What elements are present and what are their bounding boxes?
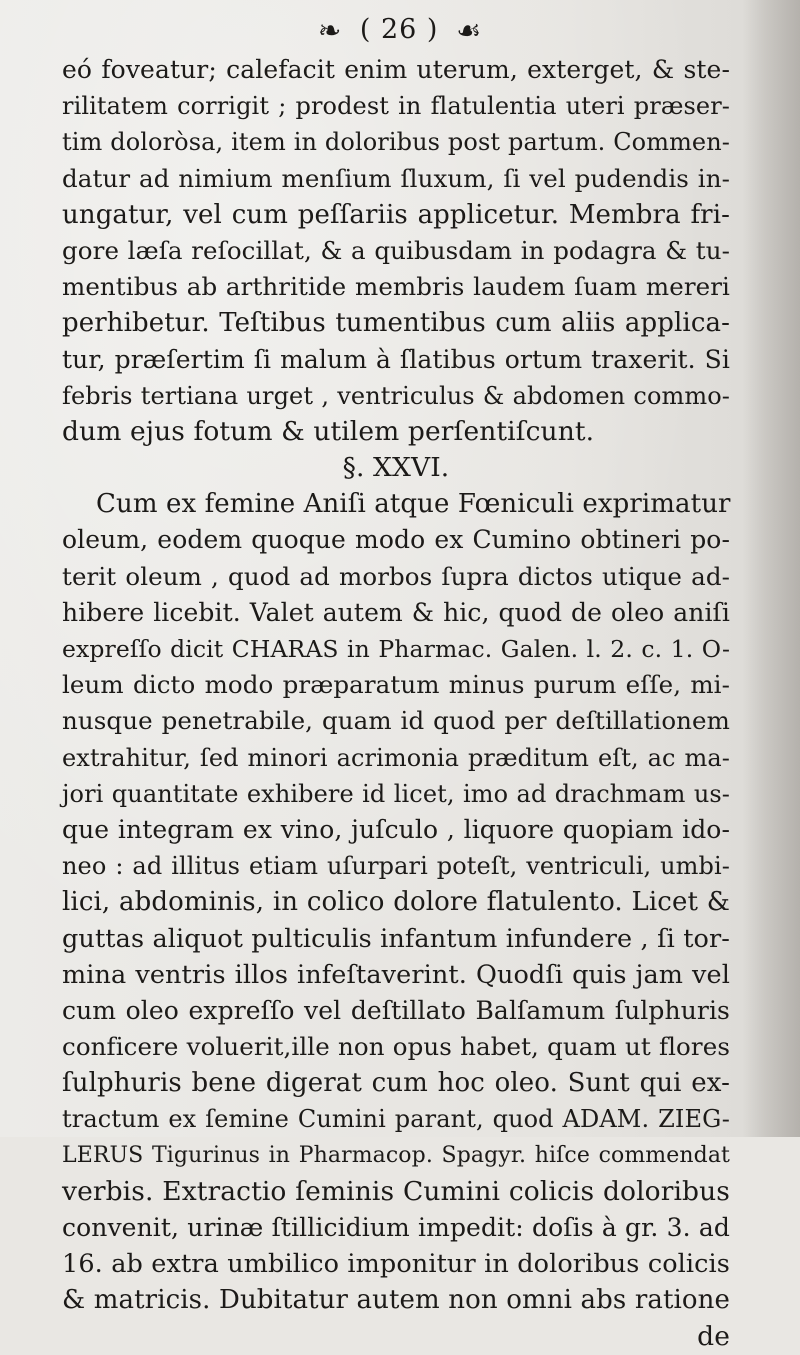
page-edge-shadow <box>742 0 800 1137</box>
text-line: guttas aliquot pulticulis infantum infundere , ſi tor- <box>62 923 730 954</box>
text-line: tur, præſertim ſi malum à ſlatibus ortum traxerit. Si <box>62 344 730 374</box>
text-line: oleum, eodem quoque modo ex Cumino obtineri po- <box>62 525 730 555</box>
text-line: ungatur, vel cum peſſariis applicetur. Membra fri- <box>62 199 730 230</box>
text-line: mentibus ab arthritide membris laudem ſuam mereri <box>62 272 730 302</box>
text-line: dum ejus fotum & utilem perſentiſcunt. <box>62 415 595 447</box>
ornament-left-icon: ❧ <box>317 14 343 47</box>
text-line: jori quantitate exhibere id licet, imo ad drachmam us- <box>62 779 730 808</box>
ornament-right-icon: ☙ <box>456 14 483 47</box>
page-number: ( 26 ) <box>359 14 439 45</box>
text-line: extrahitur, ſed minori acrimonia præditum eſt, ac ma- <box>62 743 730 772</box>
text-line: febris tertiana urget , ventriculus & abdomen commo- <box>62 381 730 410</box>
text-line: leum dicto modo præparatum minus purum eſſe, mi- <box>62 670 730 700</box>
text-line: expreſſo dicit CHARAS in Pharmac. Galen. l. 2. c. 1. O- <box>62 635 730 663</box>
page-header <box>0 14 800 47</box>
text-line: ſulphuris bene digerat cum hoc oleo. Sunt qui ex- <box>62 1068 730 1099</box>
text-line: perhibetur. Teſtibus tumentibus cum aliis applica- <box>62 308 730 339</box>
text-line: & matricis. Dubitatur autem non omni abs ratione <box>62 1285 730 1316</box>
text-line: hibere licebit. Valet autem & hic, quod de oleo aniſi <box>62 597 730 627</box>
text-line: nusque penetrabile, quam id quod per deſtillationem <box>62 706 730 736</box>
text-line: Cum ex femine Aniſi atque Fœniculi exprimatur <box>96 489 731 520</box>
text-line: mina ventris illos infeſtaverint. Quodſi quis jam vel <box>62 959 730 990</box>
text-line: LERUS Tigurinus in Pharmacop. Spagyr. hiſce commendat <box>62 1142 730 1168</box>
text-line: tim doloròsa, item in doloribus post partum. Commen- <box>62 128 730 157</box>
text-line: eó foveatur; calefacit enim uterum, exterget, & ste- <box>62 55 730 84</box>
text-line: rilitatem corrigit ; prodest in flatulentia uteri præser- <box>62 92 730 121</box>
catchword: de <box>697 1320 730 1352</box>
section-heading: §. XXVI. <box>342 452 450 484</box>
text-line: terit oleum , quod ad morbos ſupra dictos utique ad- <box>62 561 730 591</box>
body-text <box>62 52 730 1355</box>
text-line: 16. ab extra umbilico imponitur in doloribus colicis <box>62 1249 730 1280</box>
text-line: cum oleo expreſſo vel deſtillato Balſamum ſulphuris <box>62 995 730 1025</box>
text-line: datur ad nimium menſium ſluxum, ſi vel pudendis in- <box>62 163 730 193</box>
text-line: que integram ex vino, juſculo , liquore quopiam ido- <box>62 814 730 844</box>
text-line: gore læſa reſocillat, & a quibusdam in podagra & tu- <box>62 235 730 265</box>
text-line: convenit, urinæ ſtillicidium impedit: doſis à gr. 3. ad <box>62 1213 730 1242</box>
text-line: tractum ex ſemine Cumini parant, quod ADAM. ZIEG- <box>62 1105 730 1134</box>
text-line: lici, abdominis, in colico dolore flatulento. Licet & <box>62 887 730 918</box>
text-line: verbis. Extractio ſeminis Cumini colicis doloribus <box>62 1175 730 1207</box>
text-line: neo : ad illitus etiam uſurpari poteſt, ventriculi, umbi- <box>62 852 730 881</box>
text-line: conficere voluerit,ille non opus habet, quam ut flores <box>62 1032 730 1062</box>
